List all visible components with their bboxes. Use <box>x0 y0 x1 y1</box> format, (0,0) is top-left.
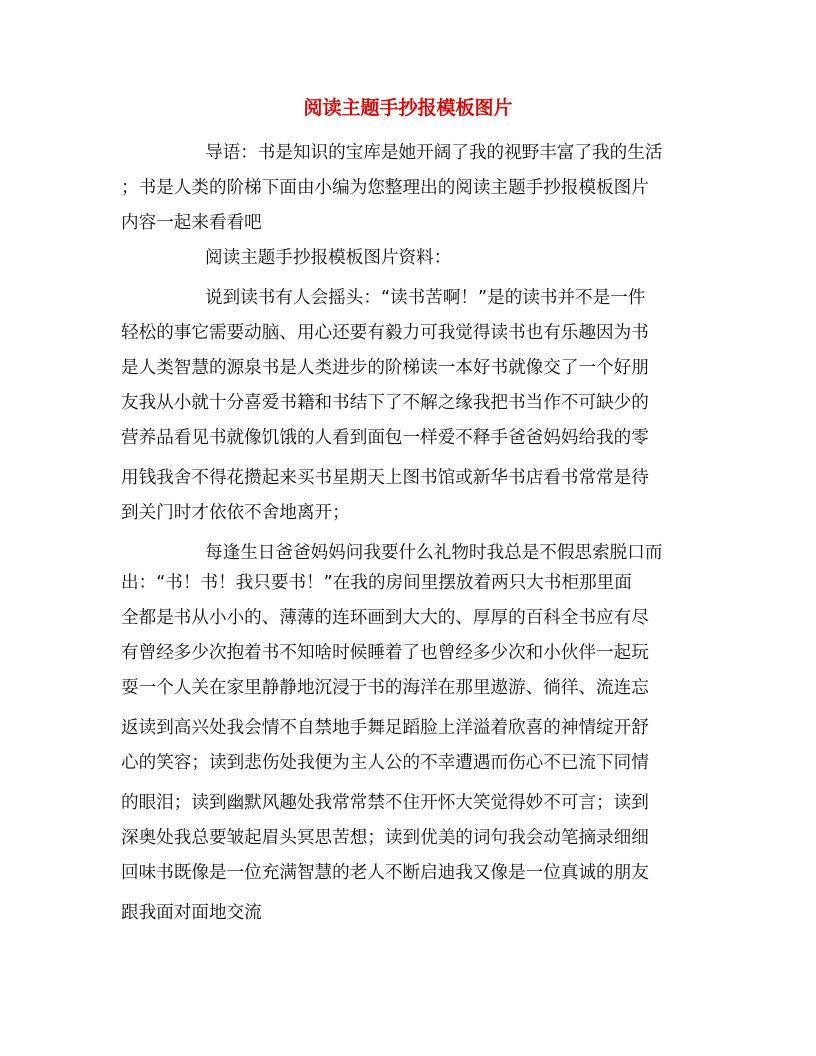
text-line: 导语：书是知识的宝库是她开阔了我的视野丰富了我的生活 <box>205 143 663 163</box>
text-line: 说到读书有人会摇头：“读书苦啊！”是的读书并不是一件 <box>205 288 646 308</box>
text-line: 回味书既像是一位充满智慧的老人不断启迪我又像是一位真诚的朋友 <box>121 863 649 883</box>
text-line: 全都是书从小小的、薄薄的连环画到大大的、厚厚的百科全书应有尽 <box>121 608 649 628</box>
text-line: 耍一个人关在家里静静地沉浸于书的海洋在那里遨游、徜徉、流连忘 <box>121 678 649 698</box>
text-line: 每逢生日爸爸妈妈问我要什么礼物时我总是不假思索脱口而 <box>205 543 663 563</box>
text-line: 有曾经多少次抱着书不知啥时候睡着了也曾经多少次和小伙伴一起玩 <box>121 643 649 663</box>
text-line: 友我从小就十分喜爱书籍和书结下了不解之缘我把书当作不可缺少的 <box>121 393 649 413</box>
text-line: 用钱我舍不得花攒起来买书星期天上图书馆或新华书店看书常常是待 <box>121 468 649 488</box>
text-line: 心的笑容；读到悲伤处我便为主人公的不幸遭遇而伤心不已流下同情 <box>121 753 649 773</box>
text-line: 返读到高兴处我会情不自禁地手舞足蹈脸上洋溢着欣喜的神情绽开舒 <box>121 718 649 738</box>
text-line: 是人类智慧的源泉书是人类进步的阶梯读一本好书就像交了一个好朋 <box>121 358 649 378</box>
text-line: 跟我面对面地交流 <box>121 903 262 923</box>
text-line: ；书是人类的阶梯下面由小编为您整理出的阅读主题手抄报模板图片 <box>121 178 649 198</box>
text-line: 的眼泪；读到幽默风趣处我常常禁不住开怀大笑觉得妙不可言；读到 <box>121 793 649 813</box>
text-line: 到关门时才依依不舍地离开； <box>121 503 350 523</box>
text-line: 内容一起来看看吧 <box>121 213 262 233</box>
text-line: 出：“书！书！我只要书！”在我的房间里摆放着两只大书柜那里面 <box>121 573 632 593</box>
document-title: 阅读主题手抄报模板图片 <box>303 97 513 119</box>
text-line: 深奥处我总要皱起眉头冥思苦想；读到优美的词句我会动笔摘录细细 <box>121 828 649 848</box>
text-line: 轻松的事它需要动脑、用心还要有毅力可我觉得读书也有乐趣因为书 <box>121 323 649 343</box>
text-line: 阅读主题手抄报模板图片资料： <box>205 248 452 268</box>
text-line: 营养品看见书就像饥饿的人看到面包一样爱不释手爸爸妈妈给我的零 <box>121 428 649 448</box>
